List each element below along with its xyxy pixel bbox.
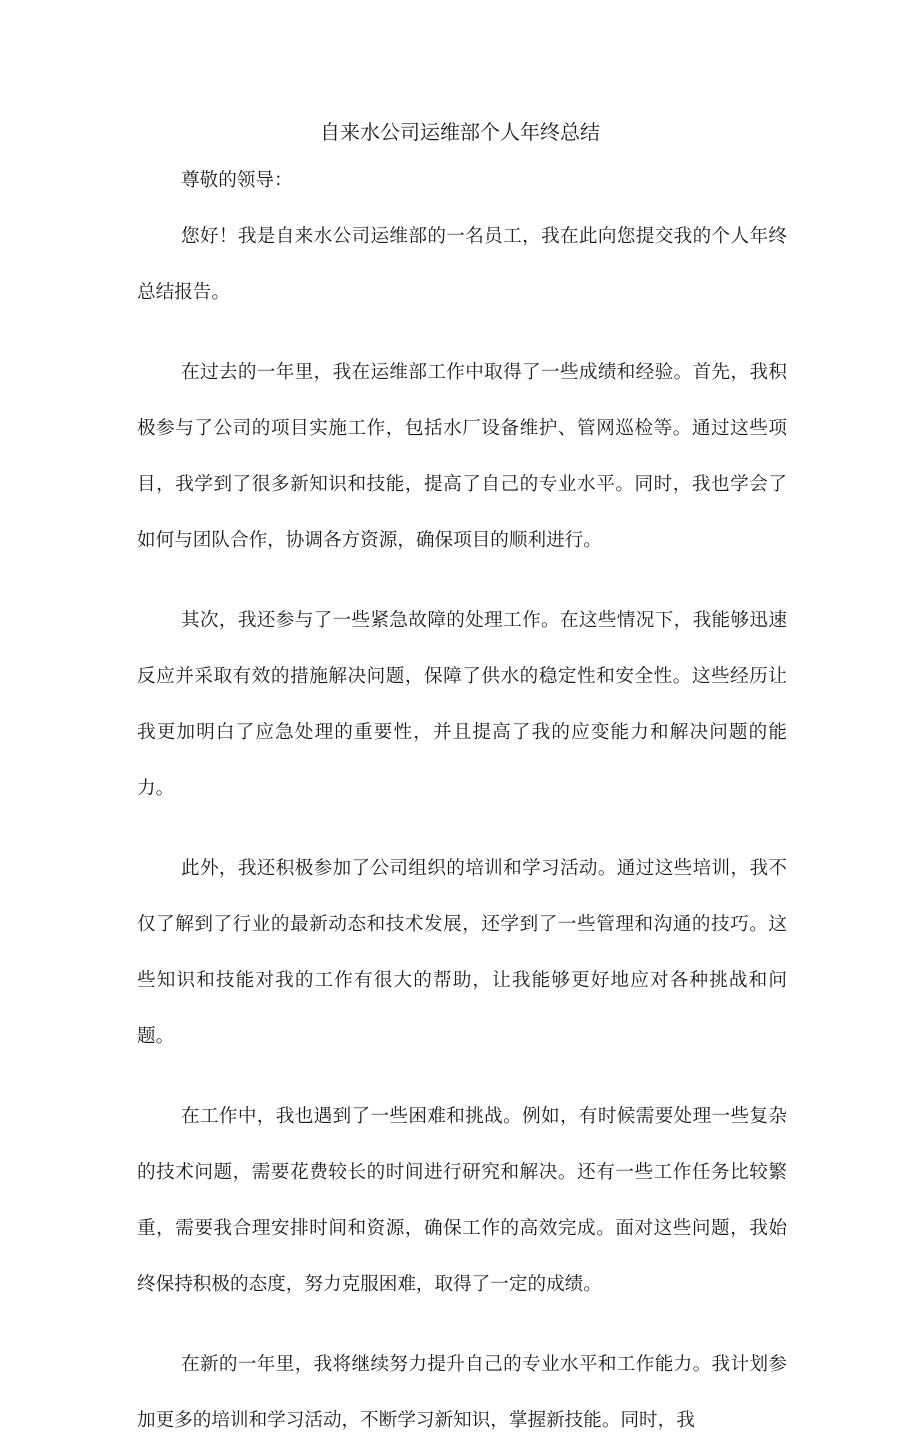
greeting: 尊敬的领导： <box>181 170 293 191</box>
paragraph-2: 在过去的一年里，我在运维部工作中取得了一些成绩和经验。首先，我积极参与了公司的项目实施工作，包括水厂设备维护、管网巡检等。通过这些项目，我学到了很多新知识和技能，提高了自己的专业水平。同时，我也学会了如何与团队合作，协调各方资源，确保项目的顺利进行。 <box>137 362 787 551</box>
paragraph-1: 您好！我是自来水公司运维部的一名员工，我在此向您提交我的个人年终总结报告。 <box>137 226 787 303</box>
paragraph-3: 其次，我还参与了一些紧急故障的处理工作。在这些情况下，我能够迅速反应并采取有效的措施解决问题，保障了供水的稳定性和安全性。这些经历让我更加明白了应急处理的重要性，并且提高了我的应变能力和解决问题的能力。 <box>137 610 787 799</box>
document-body <box>137 153 787 1449</box>
paragraph-4: 此外，我还积极参加了公司组织的培训和学习活动。通过这些培训，我不仅了解到了行业的最新动态和技术发展，还学到了一些管理和沟通的技巧。这些知识和技能对我的工作有很大的帮助，让我能够更好地应对各种挑战和问题。 <box>137 858 787 1047</box>
page-title: 自来水公司运维部个人年终总结 <box>320 120 600 144</box>
paragraph-6: 在新的一年里，我将继续努力提升自己的专业水平和工作能力。我计划参加更多的培训和学习活动，不断学习新知识，掌握新技能。同时，我 <box>137 1354 787 1431</box>
paragraph-5: 在工作中，我也遇到了一些困难和挑战。例如，有时候需要处理一些复杂的技术问题，需要花费较长的时间进行研究和解决。还有一些工作任务比较繁重，需要我合理安排时间和资源，确保工作的高效完成。面对这些问题，我始终保持积极的态度，努力克服困难，取得了一定的成绩。 <box>137 1106 787 1295</box>
